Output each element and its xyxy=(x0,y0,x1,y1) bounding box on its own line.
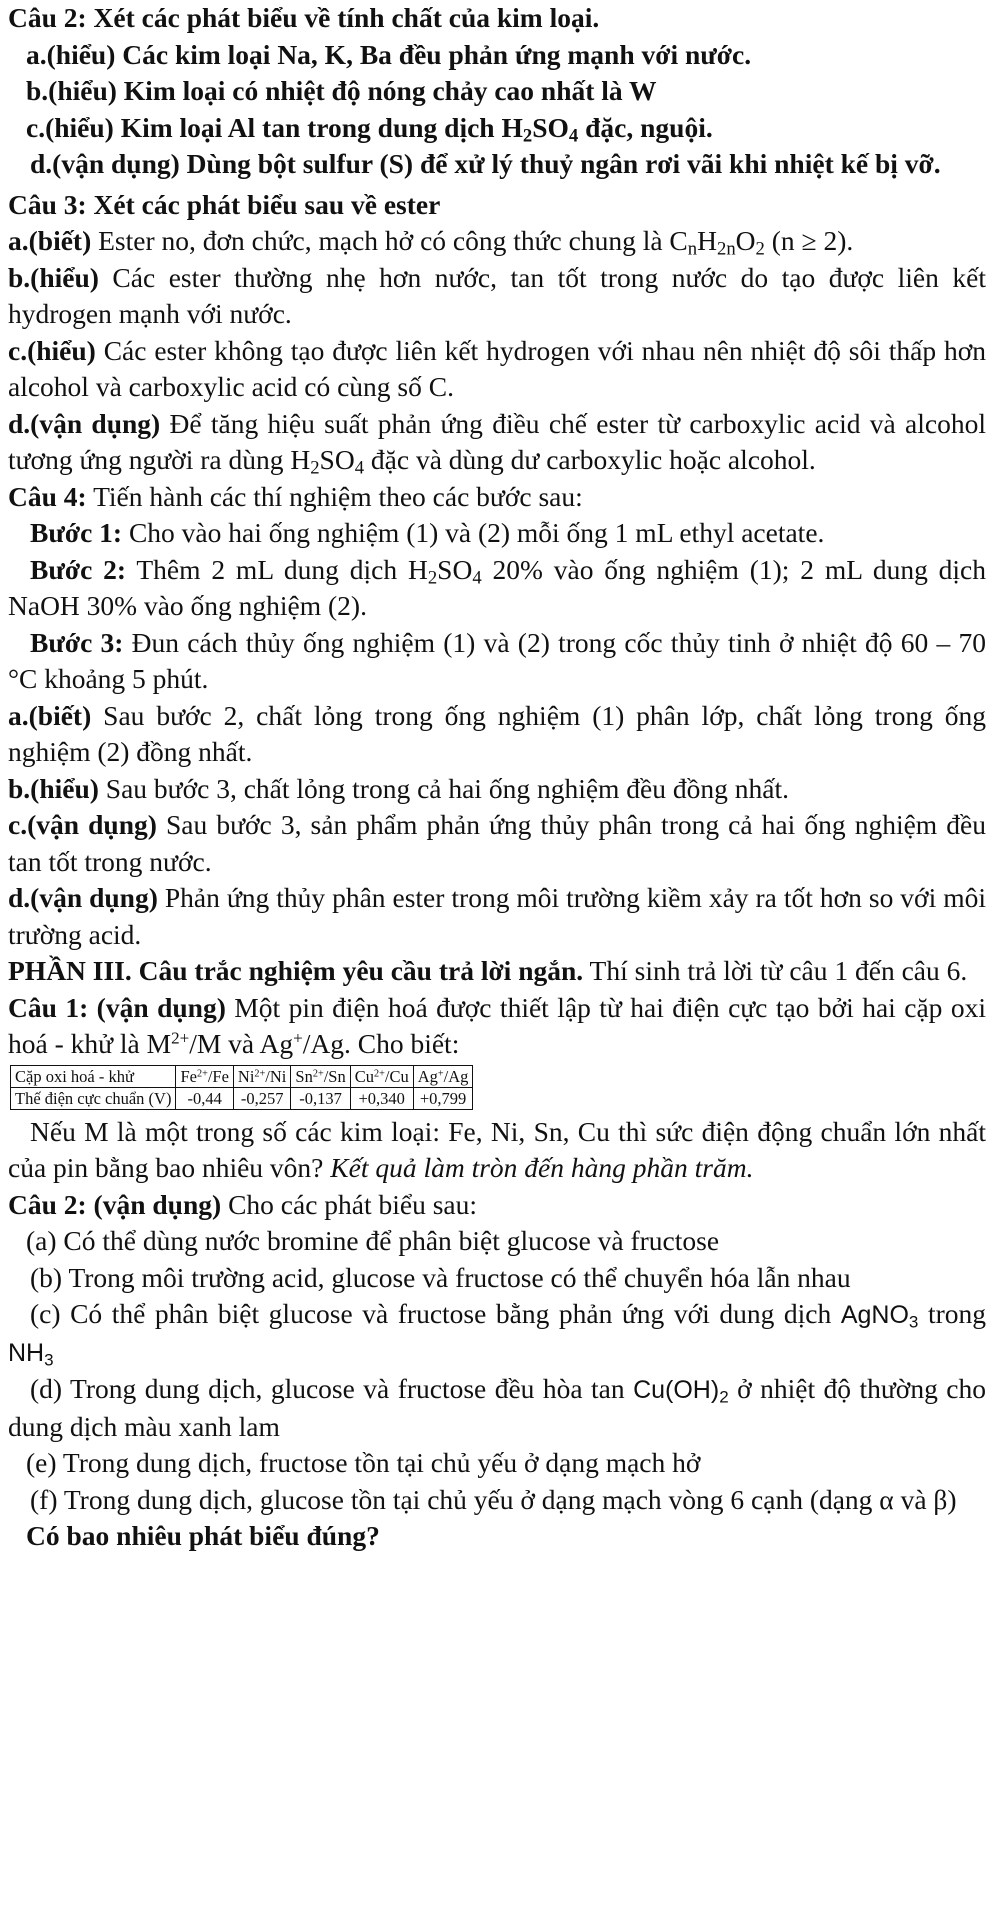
potential-table xyxy=(10,1065,473,1110)
p3q2-statement-b: (b) Trong môi trường acid, glucose và fructose có thể chuyển hóa lẫn nhau xyxy=(30,1261,851,1293)
pair-cu: $Cu^{2+}/Cu$ xyxy=(350,1065,413,1087)
p3q2-question: Có bao nhiêu phát biểu đúng? xyxy=(26,1520,380,1551)
q3-item-a: a.(biết) Ester no, đơn chức, mạch hở có công thức chung là $C_nH_{2n}O_2$ (n ≥ 2). xyxy=(8,225,854,260)
potential-ag: +0,799 xyxy=(413,1087,473,1109)
potential-ni: -0,257 xyxy=(233,1087,290,1109)
q4-item-a: a.(biết) Sau bước 2, chất lỏng trong ống nghiệm (1) phân lớp, chất lỏng trong ống nghiệm (2) đồng nhất. xyxy=(8,699,986,767)
q3-item-d: d.(vận dụng) Để tăng hiệu suất phản ứng điều chế ester từ carboxylic acid và alcohol tương ứng người ra dùng $H_2SO_4$ đặc và dùng dư carboxylic hoặc alcohol. xyxy=(8,407,986,479)
potential-cu: +0,340 xyxy=(350,1087,413,1109)
potential-sn: -0,137 xyxy=(291,1087,350,1109)
q4-step-3: Bước 3: Đun cách thủy ống nghiệm (1) và (2) trong cốc thủy tinh ở nhiệt độ 60 – 70 °C khoảng 5 phút. xyxy=(8,626,986,694)
q3-title: Câu 3: Xét các phát biểu sau về ester xyxy=(8,188,441,220)
potential-table-values-row xyxy=(11,1087,473,1109)
q2-title: Câu 2: Xét các phát biểu về tính chất của kim loại. xyxy=(8,2,600,33)
p3q2-intro: Câu 2: (vận dụng) Cho các phát biểu sau: xyxy=(8,1188,478,1220)
p3q2-statement-d: (d) Trong dung dịch, glucose và fructose đều hòa $\tan Cu(OH)_2$ ở nhiệt độ thường cho dung dịch màu xanh lam xyxy=(8,1373,986,1442)
p3q2-statement-c: (c) Có thể phân biệt glucose và fructose bằng phản ứng với dung dịch AgNO$_3$ trong $NH_3$ xyxy=(8,1298,986,1369)
q2-item-c: c.(hiểu) Kim loại Al tan trong dung dịch $H_2SO_4$ đặc, nguội. xyxy=(26,111,713,147)
p3q2-statement-a: (a) Có thể dùng nước bromine để phân biệt glucose và fructose xyxy=(26,1225,720,1256)
pair-ni: $Ni^{2+}/Ni$ xyxy=(233,1065,290,1087)
q4-step-2: Bước 2: Thêm 2 mL dung dịch $H_2SO_4$ 20% vào ống nghiệm (1); 2 mL dung dịch NaOH 30% vào ống nghiệm (2). xyxy=(8,553,986,621)
pair-fe: $Fe^{2+}/Fe$ xyxy=(176,1065,233,1087)
q4-item-c: c.(vận dụng) Sau bước 3, sản phẩm phản ứng thủy phân trong cả hai ống nghiệm đều tan tốt trong nước. xyxy=(8,809,986,877)
p3q1-question: Nếu M là một trong số các kim loại: Fe, Ni, Sn, Cu thì sức điện động chuẩn lớn nhất của pin bằng bao nhiêu vôn? Kết quả làm tròn đến hàng phần trăm. xyxy=(8,1115,986,1183)
potential-fe: -0,44 xyxy=(176,1087,233,1109)
q4-title: Câu 4: Tiến hành các thí nghiệm theo các bước sau: xyxy=(8,480,583,512)
pair-sn: $Sn^{2+}/Sn$ xyxy=(291,1065,350,1087)
p3q1-intro: Câu 1: (vận dụng) Một pin điện hoá được thiết lập từ hai điện cực tạo bởi hai cặp oxi hoá - khử là $M^{2+}/M$ và Ag+/Ag. Cho biết: xyxy=(8,991,986,1059)
q3-item-b: b.(hiểu) Các ester thường nhẹ hơn nước, tan tốt trong nước do tạo được liên kết hydrogen mạnh với nước. xyxy=(8,261,986,329)
q4-item-d: d.(vận dụng) Phản ứng thủy phân ester trong môi trường kiềm xảy ra tốt hơn so với môi trường acid. xyxy=(8,882,986,950)
q2-item-d: d.(vận dụng) Dùng bột sulfur (S) để xử lý thuỷ ngân rơi vãi khi nhiệt kế bị vỡ. xyxy=(30,148,941,179)
q2-item-b: b.(hiểu) Kim loại có nhiệt độ nóng chảy cao nhất là W xyxy=(26,75,657,106)
potential-table-pairs-row xyxy=(11,1065,473,1087)
pair-ag: Ag+/Ag xyxy=(413,1065,473,1087)
q4-step-1: Bước 1: Cho vào hai ống nghiệm (1) và (2) mỗi ống 1 mL ethyl acetate. xyxy=(30,517,825,548)
part3-heading: PHẦN III. Câu trắc nghiệm yêu cầu trả lời ngắn. Thí sinh trả lời từ câu 1 đến câu 6. xyxy=(8,955,968,986)
pairs-row-label: Cặp oxi hoá - khử xyxy=(11,1065,176,1087)
redox-pair-ag: Ag+/Ag xyxy=(259,1028,344,1059)
q2-item-a: a.(hiểu) Các kim loại Na, K, Ba đều phản ứng mạnh với nước. xyxy=(26,38,752,70)
redox-pair-m: $M^{2+}/M$ xyxy=(146,1028,222,1059)
p3q2-statement-e: (e) Trong dung dịch, fructose tồn tại chủ yếu ở dạng mạch hở xyxy=(26,1447,701,1478)
p3q2-statement-f: (f) Trong dung dịch, glucose tồn tại chủ yếu ở dạng mạch vòng 6 cạnh (dạng α và β) xyxy=(30,1483,957,1515)
q3-item-c: c.(hiểu) Các ester không tạo được liên kết hydrogen với nhau nên nhiệt độ sôi thấp hơn alcohol và carboxylic acid có cùng số C. xyxy=(8,334,986,402)
q4-item-b: b.(hiểu) Sau bước 3, chất lỏng trong cả hai ống nghiệm đều đồng nhất. xyxy=(8,772,789,804)
values-row-label: Thế điện cực chuẩn (V) xyxy=(11,1087,176,1109)
